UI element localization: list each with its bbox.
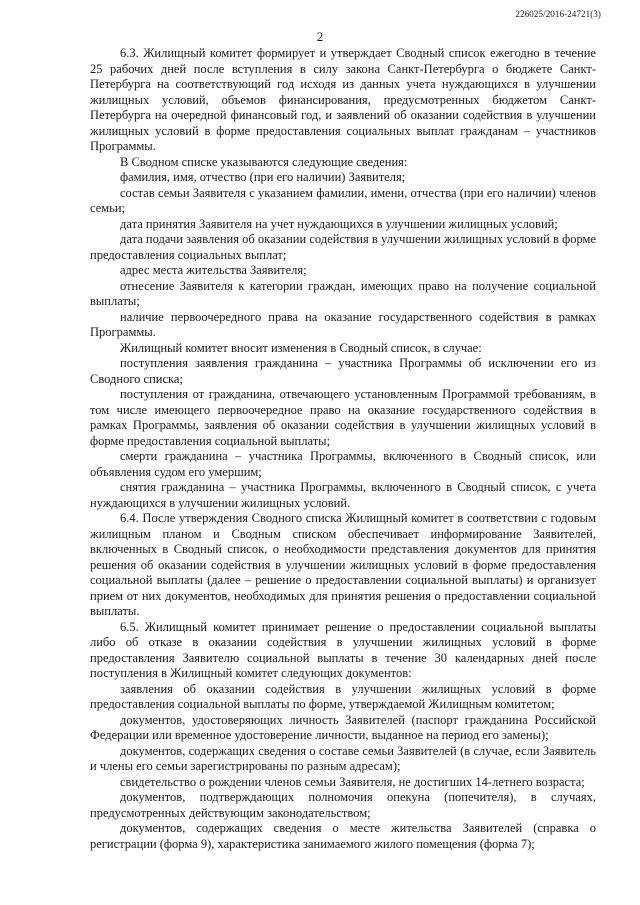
paragraph: поступления заявления гражданина – участника Программы об исключении его из Сводного списка; [90,356,596,386]
paragraph: свидетельство о рождении членов семьи Заявителя, не достигших 14-летнего возраста; [120,774,585,789]
paragraph: фамилия, имя, отчество (при его наличии) Заявителя; [120,170,406,184]
paragraph: отнесение Заявителя к категории граждан, имеющих право на получение социальной выплаты; [90,278,596,308]
page-number: 2 [316,29,324,44]
paragraph: дата принятия Заявителя на учет нуждающихся в улучшении жилищных условий; [120,216,558,231]
paragraph: 6.3. Жилищный комитет формирует и утверждает Сводный список ежегодно в течение 25 рабочих дней после вступления в силу закона Санкт-Петербурга о бюджете Санкт-Петербурга на соответствующий год исходя из данных учета нуждающихся в улучшении жилищных условий, объемов финансирования, предусмотренных бюджетом Санкт-Петербурга на очередной финансовый год, и заявлений об оказании содействия в улучшении жилищных условий в форме предоставления социальных выплат гражданам – участников Программы. [90,46,596,153]
paragraph: снятия гражданина – участника Программы, включенного в Сводный список, с учета нуждающихся в улучшении жилищных условий. [90,480,596,510]
paragraph: документов, содержащих сведения о составе семьи Заявителей (в случае, если Заявитель и члены его семьи зарегистрированы по разным адресам); [90,743,596,773]
paragraph: заявления об оказании содействия в улучшении жилищных условий в форме предоставления социальной выплаты по форме, утверждаемой Жилищным комитетом; [90,681,596,711]
paragraph: документов, содержащих сведения о месте жительства Заявителей (справка о регистрации (форма 9), характеристика занимаемого жилого помещения (форма 7); [90,821,596,851]
paragraph: состав семьи Заявителя с указанием фамилии, имени, отчества (при его наличии) членов семьи; [90,185,596,215]
paragraph: адрес места жительства Заявителя; [120,263,307,277]
paragraph: 6.5. Жилищный комитет принимает решение о предоставлении социальной выплаты либо об отказе в оказании содействия в улучшении жилищных условий в форме предоставления Заявителю социальной выплаты в течение 30 календарных дней после поступления в Жилищный комитет следующих документов: [90,619,596,680]
document-id: 226025/2016-24721(3) [515,9,601,19]
paragraph: В Сводном списке указываются следующие сведения: [120,154,408,169]
paragraph: документов, подтверждающих полномочия опекуна (попечителя), в случаях, предусмотренных действующим законодательством; [90,790,596,820]
paragraph: наличие первоочередного права на оказание государственного содействия в рамках Программы. [90,309,596,339]
paragraph: дата подачи заявления об оказании содействия в улучшении жилищных условий в форме предоставления социальных выплат; [90,232,596,262]
paragraph: документов, удостоверяющих личность Заявителей (паспорт гражданина Российской Федерации или временное удостоверение личности, выданное на период его замены); [90,712,596,742]
paragraph: поступления от гражданина, отвечающего установленным Программой требованиям, в том числе имеющего первоочередное право на оказание государственного содействия в рамках Программы, заявления об оказании содействия в улучшении жилищных условий в форме предоставления социальной выплаты; [90,387,596,448]
document-body [90,46,596,852]
paragraph: смерти гражданина – участника Программы, включенного в Сводный список, или объявления судом его умершим; [90,449,596,479]
paragraph: 6.4. После утверждения Сводного списка Жилищный комитет в соответствии с годовым жилищным планом и Сводным списком обеспечивает информирование Заявителей, включенных в Сводный список, о необходимости представления документов для принятия решения об оказании содействия в улучшении жилищных условий в форме предоставления социальной выплаты (далее – решение о предоставлении социальной выплаты) и организует прием от них документов, необходимых для принятия решения о предоставлении социальной выплаты. [90,511,596,618]
paragraph: Жилищный комитет вносит изменения в Сводный список, в случае: [120,340,482,355]
